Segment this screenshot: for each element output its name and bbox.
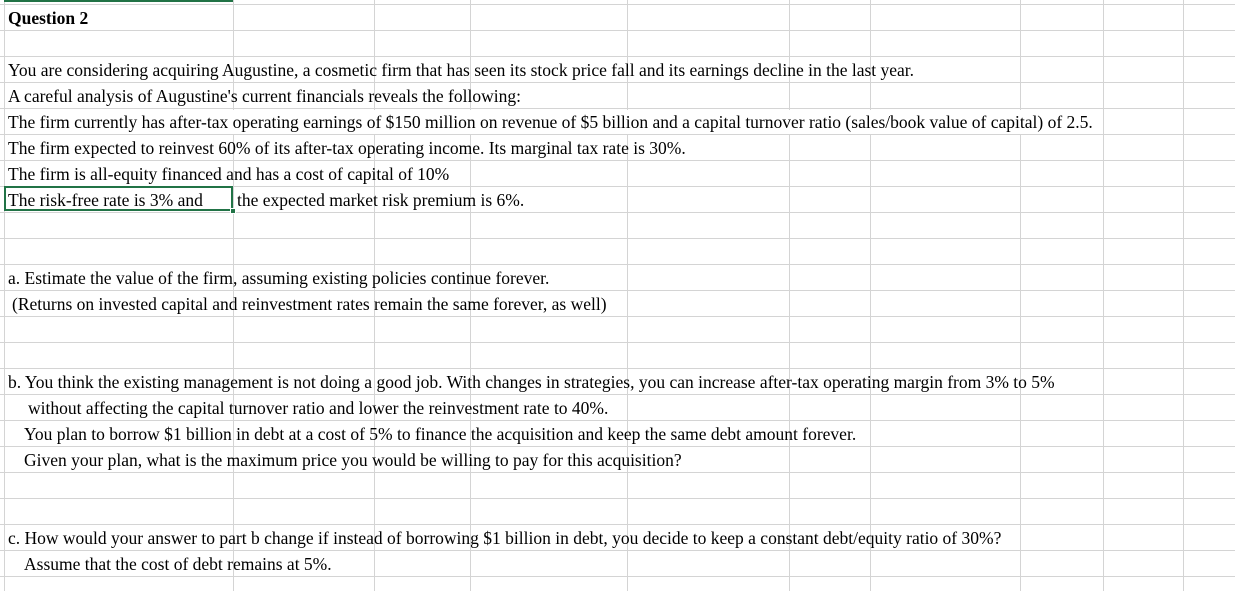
active-cell-selection[interactable] bbox=[4, 186, 233, 211]
question-title[interactable]: Question 2 bbox=[8, 8, 89, 28]
part-b-line-1[interactable]: b. You think the existing management is not doing a good job. With changes in strategies, you can increase after-tax operating margin from 3% to 5% bbox=[8, 372, 1055, 392]
part-c-line-2[interactable]: Assume that the cost of debt remains at 5%. bbox=[24, 554, 332, 574]
fill-handle[interactable] bbox=[230, 208, 236, 214]
intro-line-3[interactable]: The firm currently has after-tax operating earnings of $150 million on revenue of $5 billion and a capital turnover ratio (sales/book value of capital) of 2.5. bbox=[8, 112, 1093, 132]
part-a-line-2[interactable]: (Returns on invested capital and reinvestment rates remain the same forever, as well) bbox=[12, 294, 607, 314]
intro-line-4[interactable]: The firm expected to reinvest 60% of its after-tax operating income. Its marginal tax rate is 30%. bbox=[8, 138, 686, 158]
intro-line-6-part1[interactable]: The risk-free rate is 3% and bbox=[8, 190, 203, 210]
column-selection-indicator bbox=[4, 0, 233, 2]
part-b-line-3[interactable]: You plan to borrow $1 billion in debt at a cost of 5% to finance the acquisition and keep the same debt amount forever. bbox=[24, 424, 857, 444]
part-a-line-1[interactable]: a. Estimate the value of the firm, assuming existing policies continue forever. bbox=[8, 268, 550, 288]
intro-line-5[interactable]: The firm is all-equity financed and has a cost of capital of 10% bbox=[8, 164, 450, 184]
intro-line-6-part2[interactable]: the expected market risk premium is 6%. bbox=[237, 190, 525, 210]
intro-line-1[interactable]: You are considering acquiring Augustine, a cosmetic firm that has seen its stock price fall and its earnings decline in the last year. bbox=[8, 60, 915, 80]
part-b-line-4[interactable]: Given your plan, what is the maximum price you would be willing to pay for this acquisition? bbox=[24, 450, 682, 470]
intro-line-2[interactable]: A careful analysis of Augustine's current financials reveals the following: bbox=[8, 86, 521, 106]
part-b-line-2[interactable]: without affecting the capital turnover ratio and lower the reinvestment rate to 40%. bbox=[28, 398, 609, 418]
part-c-line-1[interactable]: c. How would your answer to part b change if instead of borrowing $1 billion in debt, you decide to keep a constant debt/equity ratio of 30%? bbox=[8, 528, 1002, 548]
